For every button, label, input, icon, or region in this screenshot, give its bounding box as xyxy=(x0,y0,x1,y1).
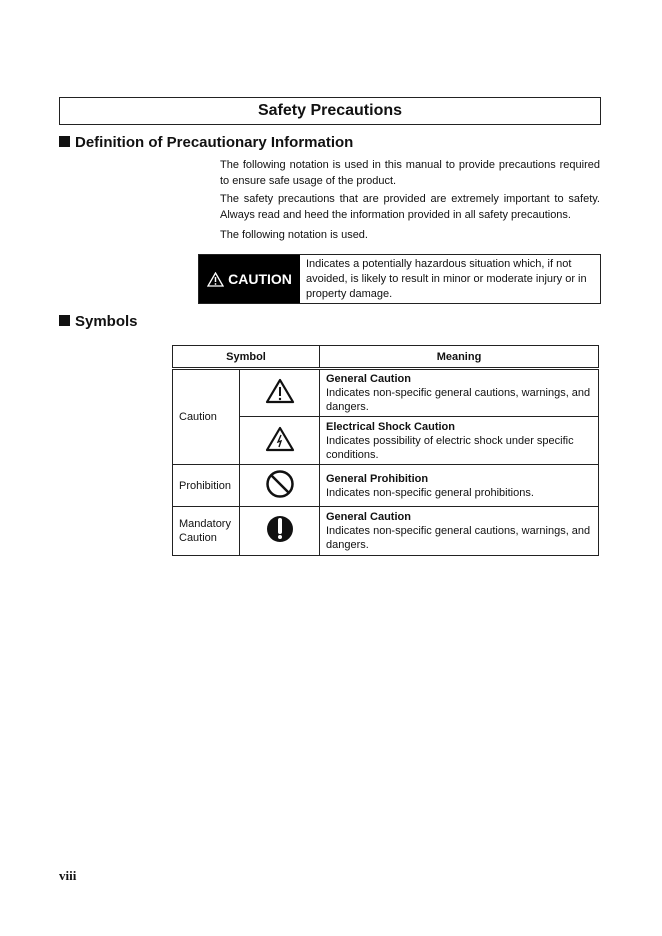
header-symbol: Symbol xyxy=(173,346,320,369)
page-title: Safety Precautions xyxy=(59,97,601,125)
symbols-table xyxy=(172,345,599,556)
meaning-title: General Prohibition xyxy=(326,472,429,485)
table-row xyxy=(173,465,599,507)
electric-shock-icon xyxy=(265,426,295,452)
category-cell: Prohibition xyxy=(173,465,240,507)
category-cell: Caution xyxy=(173,369,240,465)
caution-description: Indicates a potentially hazardous situation which, if not avoided, is likely to result in minor or moderate injury or in property damage. xyxy=(306,258,587,300)
symbol-cell xyxy=(240,369,320,417)
paragraph: The following notation is used. xyxy=(220,229,368,241)
paragraph: The following notation is used in this manual to provide precautions required to ensure safe usage of the product. xyxy=(220,159,600,187)
meaning-cell xyxy=(320,417,599,465)
symbol-cell xyxy=(240,465,320,507)
table-row xyxy=(173,507,599,556)
heading-text: Definition of Precautionary Information xyxy=(75,134,354,151)
symbol-cell xyxy=(240,417,320,465)
meaning-title: General Caution xyxy=(326,373,411,385)
meaning-cell xyxy=(320,369,599,417)
meaning-cell xyxy=(320,465,599,507)
category-cell: Mandatory Caution xyxy=(173,507,240,556)
warning-triangle-icon xyxy=(265,378,295,404)
symbol-cell xyxy=(240,507,320,556)
paragraph: The safety precautions that are provided are extremely important to safety. Always read and heed the information provided in all safety precautions. xyxy=(220,193,600,221)
square-bullet-icon xyxy=(59,315,70,326)
meaning-desc: Indicates non-specific general cautions, warnings, and dangers. xyxy=(326,387,591,413)
prohibition-icon xyxy=(265,469,295,499)
meaning-desc: Indicates non-specific general cautions, warnings, and dangers. xyxy=(326,525,591,551)
page-number: viii xyxy=(59,868,77,883)
table-row xyxy=(173,369,599,417)
meaning-desc: Indicates non-specific general prohibitions. xyxy=(326,486,534,499)
caution-label xyxy=(199,255,300,303)
section-heading-symbols xyxy=(59,313,138,330)
section-heading-definition xyxy=(59,134,353,151)
mandatory-exclamation-icon xyxy=(265,514,295,544)
meaning-title: Electrical Shock Caution xyxy=(326,420,455,433)
caution-label-text: CAUTION xyxy=(228,271,292,287)
table-header-row xyxy=(173,346,599,369)
header-meaning: Meaning xyxy=(320,346,599,369)
caution-notation-box xyxy=(198,254,601,304)
heading-text: Symbols xyxy=(75,313,138,330)
warning-triangle-icon xyxy=(207,272,224,287)
meaning-desc: Indicates possibility of electric shock under specific conditions. xyxy=(326,434,574,461)
meaning-cell xyxy=(320,507,599,556)
square-bullet-icon xyxy=(59,136,70,147)
meaning-title: General Caution xyxy=(326,511,411,523)
